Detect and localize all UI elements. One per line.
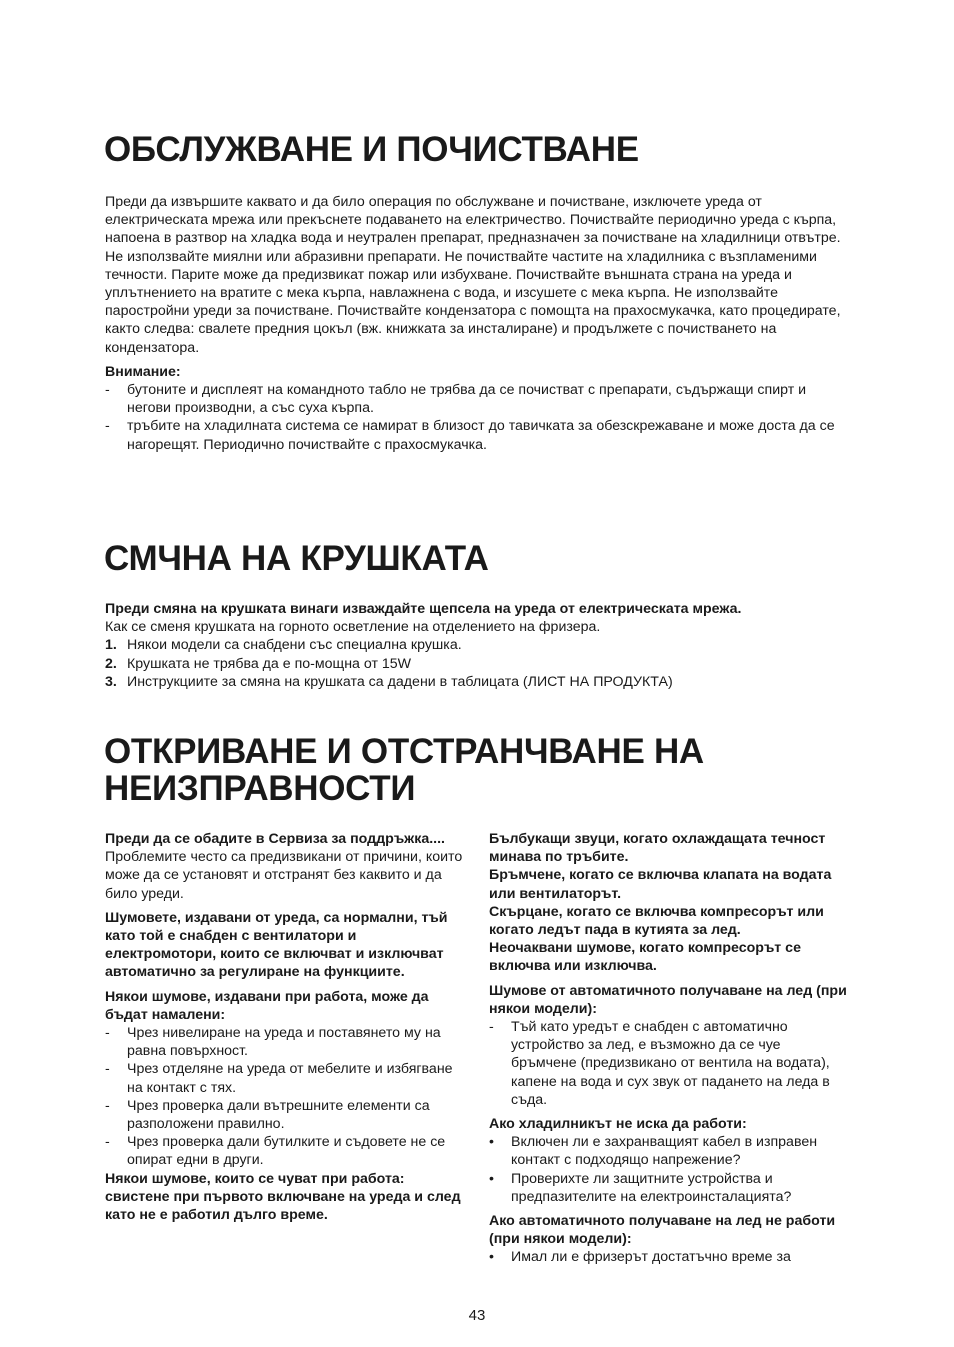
noise-tip: - Чрез проверка дали бутилките и съдовете не се опират едни в други. (105, 1134, 446, 1169)
maintenance-block (105, 193, 847, 454)
not-working-item: • Проверихте ли защитните устройства и предпазителите на електроинсталацията? (489, 1170, 792, 1205)
before-call-heading: Преди да се обадите в Сервиза за поддръжка.... (105, 831, 446, 847)
section-title-maintenance: ОБСЛУЖВАНЕ И ПОЧИСТВАНЕ (104, 130, 639, 169)
noises-normal: Шумовете, издавани от уреда, са нормални, тъй като той е снабден с вентилатори и електромотори, които се включват и изключват автоматично за регулиране на функциите. (105, 909, 448, 981)
icemaker-heading: Шумове от автоматичното получаване на лед (при някои модели): (489, 982, 847, 1017)
section-title-troubleshooting: ОТКРИВАНЕ И ОТСТРАНЧВАНЕ НА НЕИЗПРАВНОСТИ (104, 732, 704, 808)
bulb-warning: Преди смяна на крушката винаги изваждайте щепсела на уреда от електрическата мрежа. (105, 601, 742, 617)
troubleshooting-right-column (489, 830, 847, 1267)
buzzing-noise: Бръмчене, когато се включва клапата на водата или вентилаторът. (489, 867, 832, 902)
page-number: 43 (468, 1307, 486, 1324)
maintenance-paragraph: Преди да извършите каквато и да било операция по обслужване и почистване, изключете уреда от електрическата мрежа или прекъснете подаването на електричество. Почиствайте периодично уреда с кърпа, напоена в разтвор на хладка вода и неутрален препарат, предназначен за почистване на хладилници отвътре. Не използвайте миялни или абразивни препарати. Не почиствайте частите на хладилника с възпламеними течности. Парите може да предизвикат пожар или избухване. Почиствайте външната страна на уреда и уплътнението на вратите с мека кърпа, навлажнена с вода, и изсушете с мека кърпа. Не използвайте паростройни уреди за почистване. Почиствайте кондензатора с помощта на прахосмукачка, като процедирате, както следва: свалете предния цокъл (вж. книжката за инсталиране) и продължете с почистването на кондензатора. (105, 194, 841, 356)
bulb-block (105, 600, 847, 691)
unexpected-noise: Неочаквани шумове, когато компресорът се включва или изключва. (489, 940, 801, 975)
bulb-step: 1. Някои модели са снабдени със специална крушка. (105, 637, 462, 654)
noises-reduce-heading: Някои шумове, издавани при работа, може да бъдат намалени: (105, 988, 429, 1023)
noise-tip: - Чрез нивелиране на уреда и поставянето му на равна повърхност. (105, 1025, 441, 1060)
troubleshooting-left-column (105, 830, 463, 1224)
bulb-intro: Как се сменя крушката на горното осветление на отделението на фризера. (105, 619, 601, 636)
bulb-step: 2. Крушката не трябва да е по-мощна от 15W (105, 655, 412, 672)
ice-not-working-item: • Имал ли е фризерът достатъчно време за (489, 1249, 791, 1266)
section-title-bulb: СМЧНА НА КРУШКАТА (104, 539, 489, 578)
first-start-noises: Някои шумове, които се чуват при работа: свистене при първото включване на уреда и след като не е работил дълго време. (105, 1170, 461, 1224)
noise-tip: - Чрез проверка дали вътрешните елементи са разположени правилно. (105, 1097, 430, 1133)
attention-label: Внимание: (105, 363, 181, 380)
bulb-step: 3. Инструкциите за смяна на крушката са дадени в таблицата (ЛИСТ НА ПРОДУКТА) (105, 673, 673, 690)
not-working-heading: Ако хладилникът не иска да работи: (489, 1116, 747, 1133)
bubbling-noise: Бълбукащи звуци, когато охлаждащата течност минава по тръбите. (489, 831, 826, 866)
icemaker-item: - Тъй като уредът е снабден с автоматично устройство за лед, е възможно да се чуе бръмчене (предизвикано от вентила на водата), капене на вода и сух звук от падането на леда в съда. (489, 1019, 830, 1108)
before-call-text: Проблемите често са предизвикани от причини, които може да се установят и отстранят без каквито и да било уреди. (105, 849, 463, 902)
attention-item: - бутоните и дисплеят на командното табло не трябва да се почистват с препарати, съдържащи спирт и негови производни, а със суха кърпа. (105, 382, 807, 417)
creaking-noise: Скърцане, когато се включва компресорът или когато ледът пада в кутията за лед. (489, 903, 824, 939)
noise-tip: - Чрез отделяне на уреда от мебелите и избягване на контакт с тях. (105, 1061, 453, 1096)
ice-not-working-heading: Ако автоматичното получаване на лед не работи (при някои модели): (489, 1213, 836, 1248)
attention-item: - тръбите на хладилната система се намират в близост до тавичката за обезскрежаване и може доста да се нагорещят. Периодично почиствайте с прахосмукачка. (105, 418, 835, 453)
not-working-item: • Включен ли е захранващият кабел в изправен контакт с подходящо напрежение? (489, 1134, 818, 1169)
